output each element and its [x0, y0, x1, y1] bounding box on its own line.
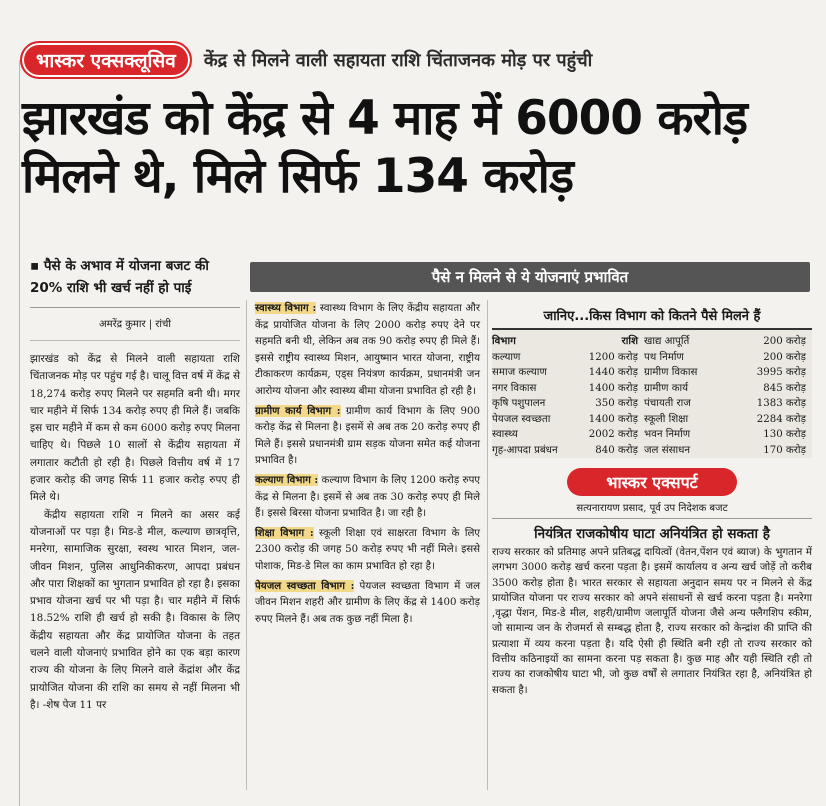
scheme-text: स्कूली शिक्षा एवं साक्षरता विभाग के लिए 2300 करोड़ की जगह 50 करोड़ रुपए भी नहीं मिले। इससे पोशाक, मिड-डे मिल का काम प्रभावित हो रहा है। [255, 527, 481, 572]
table-cell: खाद्य आपूर्ति [644, 336, 690, 347]
table-cell: स्वास्थ्य [492, 429, 518, 440]
table-cell: कृषि पशुपालन [492, 398, 546, 409]
table-cell: 845 करोड़ [763, 382, 806, 394]
table-cell: ग्रामीण विकास [644, 367, 698, 378]
table-cell: 200 करोड़ [763, 351, 806, 363]
table-cell: समाज कल्याण [492, 367, 547, 378]
table-cell: 2002 करोड़ [588, 429, 638, 440]
scheme-dept-label: कल्याण विभाग : [255, 473, 319, 486]
table-cell: 350 करोड़ [595, 398, 638, 409]
expert-badge: भास्कर एक्सपर्ट [567, 468, 737, 496]
table-cell: 170 करोड़ [763, 444, 806, 456]
scheme-item [255, 525, 480, 576]
expert-body: राज्य सरकार को प्रतिमाह अपने प्रतिबद्ध दायित्वों (वेतन,पेंशन एवं ब्याज) के भुगतान में लगभग 3000 करोड़ खर्च करना पड़ता है। इसमें कार्यालय व अन्य खर्च जोड़ें तो करीब 3500 करोड़ होता है। भारत सरकार से सहायता अनुदान समय पर न मिलने से केंद्र प्रायोजित योजना पर राज्य सरकार को अपने संसाधनों से खर्च करना पड़ता है। मनरेगा ,वृद्धा पेंशन, मिड-डे मील, शहरी/ग्रामीण जलापूर्ति योजना जैसे अन्य फ्लैगशिप स्कीम, जो सामान्य जन के रोजमर्रा से सम्बद्ध होता है, राज्य सरकार को केन्द्रांश की प्राप्ति की प्रत्याशा में व्यय करना पड़ता है। यदि ऐसी ही स्थिति बनी रही तो राज्य सरकार को वित्तीय कठिनाइयों का सामना करना पड़ सकता है। कुछ माह और यही स्थिति रही तो राज्य का राजकोषीय घाटा भी, जो कुछ वर्षों से लगातार नियंत्रित रहा है, अनियंत्रित हो सकता है। [492, 547, 812, 696]
expert-name: सत्यनारायण प्रसाद, पूर्व उप निदेशक बजट [492, 500, 812, 519]
table-cell: 1440 करोड़ [588, 367, 638, 378]
table-cell: पेयजल स्वच्छता [492, 413, 551, 425]
table-cell: 1400 करोड़ [588, 382, 638, 394]
left-column [30, 255, 240, 714]
table-cell: नगर विकास [492, 382, 537, 394]
affected-schemes-banner: पैसे न मिलने से ये योजनाएं प्रभावित [250, 262, 810, 292]
scheme-item [255, 578, 480, 629]
scheme-text: स्वास्थ्य विभाग के लिए केंद्रीय सहायता और केंद्र प्रायोजित योजना के लिए 2000 करोड़ रुपए देने पर सहमति बनी थी, लेकिन अब तक 90 करोड़ रुपए ही मिले हैं। इससे राष्ट्रीय स्वास्थ्य मिशन, आयुष्मान भारत योजना, राष्ट्रीय टीकाकरण कार्यक्रम, एड्स नियंत्रण कार्यक्रम, प्रधानमंत्री जन आरोग्य योजना और स्वास्थ्य बीमा योजना प्रभावित हो रही है। [255, 303, 480, 397]
column-divider [246, 300, 247, 790]
scheme-text: कल्याण विभाग के लिए 1200 करोड़ रुपए केंद्र से मिलना है। इसमें से अब तक 30 करोड़ रुपए ही मिले हैं। इससे बिरसा योजना प्रभावित है। जा रही है। [255, 474, 480, 520]
byline: अमरेंद्र कुमार | रांची [30, 308, 240, 341]
table-cell: स्कूली शिक्षा [644, 413, 689, 425]
table-cell: 130 करोड़ [763, 429, 806, 440]
table-cell: कल्याण [492, 351, 521, 363]
column-divider [487, 300, 488, 790]
main-headline: झारखंड को केंद्र से 4 माह में 6000 करोड़ मिलने थे, मिले सिर्फ 134 करोड़ [22, 91, 748, 204]
scheme-text: ग्रामीण कार्य विभाग के लिए 900 करोड़ केंद्र से मिलना है। इसमें से अब तक 20 करोड़ रुपए ही मिले हैं। इससे प्रधानमंत्री ग्राम सड़क योजना समेत कई योजना प्रभावित है। [255, 405, 480, 467]
table-cell: जल संसाधन [644, 444, 691, 456]
scheme-dept-label: शिक्षा विभाग : [255, 526, 314, 539]
table-cell: 1383 करोड़ [756, 398, 806, 409]
table-header-dept: विभाग [492, 335, 516, 347]
allocation-table-title: जानिए...किस विभाग को कितने पैसे मिलने हैं [492, 300, 812, 330]
allocation-table [492, 330, 812, 458]
table-cell: 1400 करोड़ [588, 413, 638, 425]
table-header-amount: राशि [621, 335, 638, 347]
exclusive-badge: भास्कर एक्सक्लूसिव [20, 41, 192, 79]
scheme-item [255, 472, 480, 523]
table-cell: 2284 करोड़ [756, 413, 806, 425]
scheme-item [255, 300, 480, 401]
body-paragraph-2: केंद्रीय सहायता राशि न मिलने का असर कई योजनाओं पर पड़ा है। मिड-डे मील, कल्याण छात्रवृत्ति, मनरेगा, सामाजिक सुरक्षा, स्वस्थ भारत मिशन, जल-जीवन मिशन, पुलिस आधुनिकीकरण, आपदा प्रबंधन और पारा शिक्षकों का भुगतान प्रभावित हो रहा है। इसका प्रभाव योजना खर्च पर भी पड़ा है। चार महीने में सिर्फ 18.52% राशि ही खर्च हो सकी है। विकास के लिए केंद्रीय सहायता और केंद्र प्रायोजित योजना के तहत चलने वाली योजनाएं प्रभावित होने का एक बड़ा कारण राज्य की योजना के लिए मिलने वाले केंद्रांश और केंद्र प्रायोजित योजना की राशि का समय से नहीं मिलना भी है। -शेष पेज 11 पर [30, 508, 240, 711]
scheme-text: पेयजल स्वच्छता विभाग में जल जीवन मिशन शहरी और ग्रामीण के लिए केंद्र से 1400 करोड़ रुपए मिलने हैं। अब तक कुछ नहीं मिला है। [255, 580, 480, 625]
expert-headline: नियंत्रित राजकोषीय घाटा अनियंत्रित हो सकता है [534, 526, 770, 542]
story-header-strip [20, 37, 816, 83]
scheme-dept-label: पेयजल स्वच्छता विभाग : [255, 579, 355, 592]
table-cell: 3995 करोड़ [756, 367, 806, 378]
table-cell: 840 करोड़ [595, 444, 638, 456]
kicker-line: केंद्र से मिलने वाली सहायता राशि चिंताजनक मोड़ पर पहुंची [203, 50, 593, 71]
table-cell: 200 करोड़ [763, 336, 806, 347]
table-cell: 1200 करोड़ [588, 351, 638, 363]
table-cell: पंचायती राज [644, 398, 691, 409]
affected-schemes-column [255, 300, 480, 630]
body-paragraph-1: झारखंड को केंद्र से मिलने वाली सहायता राशि चिंताजनक मोड़ पर पहुंच गई है। चालू वित्त वर्ष में केंद्र से 18,274 करोड़ रुपए मिलने पर सहमति बनी थी। मगर चार महीने में सिर्फ 134 करोड़ रुपए ही मिले हैं। जबकि इस चार महीने में कम से कम 6000 करोड़ रुपए मिलना चाहिए थे। पिछले 10 सालों से केंद्रीय सहायता में लगातार कटौती हो रही है। पिछले वित्तीय वर्ष में 17 हजार करोड़ की जगह सिर्फ 11 हजार करोड़ रुपए ही मिले थे। [30, 353, 240, 504]
scheme-dept-label: ग्रामीण कार्य विभाग : [255, 404, 341, 417]
table-cell: ग्रामीण कार्य [644, 382, 689, 394]
table-cell: पथ निर्माण [644, 351, 684, 363]
table-cell: भवन निर्माण [644, 429, 691, 440]
scheme-dept-label: स्वास्थ्य विभाग : [255, 302, 317, 314]
deck-summary: ▪ पैसे के अभाव में योजना बजट की 20% राशि भी खर्च नहीं हो पाई [30, 255, 240, 308]
table-cell: गृह-आपदा प्रबंधन [492, 444, 558, 456]
scheme-item [255, 403, 480, 470]
adjacent-column-edge [0, 60, 20, 806]
right-column [492, 300, 812, 698]
